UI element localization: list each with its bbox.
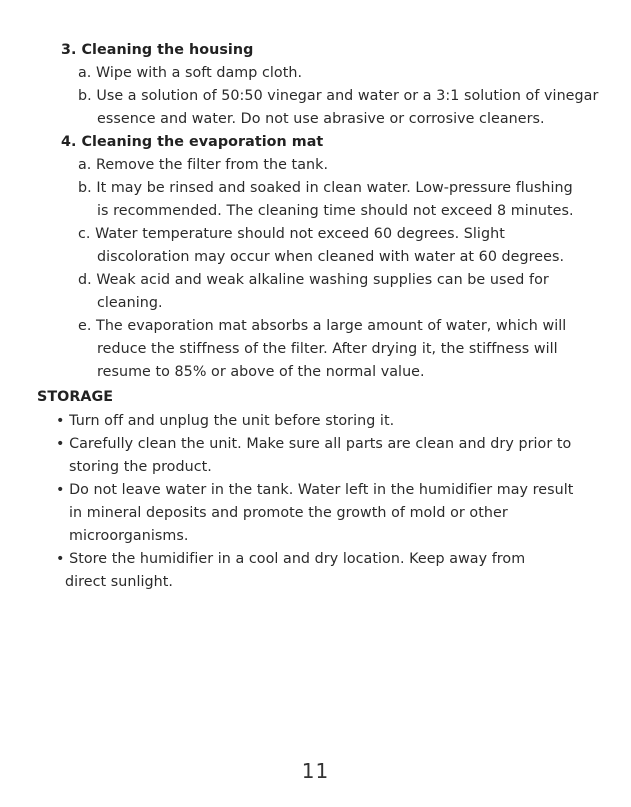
bullet-store-cool-cont: direct sunlight. [65, 574, 174, 590]
list-item-weak-acid: d. Weak acid and weak alkaline washing supplies can be used for [78, 272, 549, 288]
list-item-absorbs-cont-2: resume to 85% or above of the normal value. [97, 364, 425, 380]
bullet-clean-unit: • Carefully clean the unit. Make sure all parts are clean and dry prior to [56, 436, 572, 452]
list-item-absorbs: e. The evaporation mat absorbs a large amount of water, which will [78, 318, 567, 334]
section-heading-storage: STORAGE [37, 389, 114, 405]
section-heading-evaporation-mat: 4. Cleaning the evaporation mat [61, 134, 324, 150]
bullet-no-water: • Do not leave water in the tank. Water left in the humidifier may result [56, 482, 574, 498]
list-item-water-temp: c. Water temperature should not exceed 60 degrees. Slight [78, 226, 505, 242]
bullet-no-water-cont-1: in mineral deposits and promote the growth of mold or other [69, 505, 508, 521]
page-number: 11 [301, 759, 330, 783]
section-heading-cleaning-housing: 3. Cleaning the housing [61, 42, 254, 58]
list-item-wipe: a. Wipe with a soft damp cloth. [78, 65, 303, 81]
list-item-absorbs-cont-1: reduce the stiffness of the filter. After drying it, the stiffness will [97, 341, 558, 357]
bullet-clean-unit-cont: storing the product. [69, 459, 212, 475]
list-item-rinse-cont: is recommended. The cleaning time should not exceed 8 minutes. [97, 203, 574, 219]
list-item-remove-filter: a. Remove the filter from the tank. [78, 157, 329, 173]
bullet-no-water-cont-2: microorganisms. [69, 528, 189, 544]
bullet-turn-off: • Turn off and unplug the unit before storing it. [56, 413, 395, 429]
list-item-rinse: b. It may be rinsed and soaked in clean water. Low-pressure flushing [78, 180, 573, 196]
list-item-water-temp-cont: discoloration may occur when cleaned with water at 60 degrees. [97, 249, 565, 265]
list-item-solution-cont: essence and water. Do not use abrasive or corrosive cleaners. [97, 111, 545, 127]
bullet-store-cool: • Store the humidifier in a cool and dry location. Keep away from [56, 551, 526, 567]
list-item-weak-acid-cont: cleaning. [97, 295, 163, 311]
list-item-solution: b. Use a solution of 50:50 vinegar and water or a 3:1 solution of vinegar [78, 88, 599, 104]
